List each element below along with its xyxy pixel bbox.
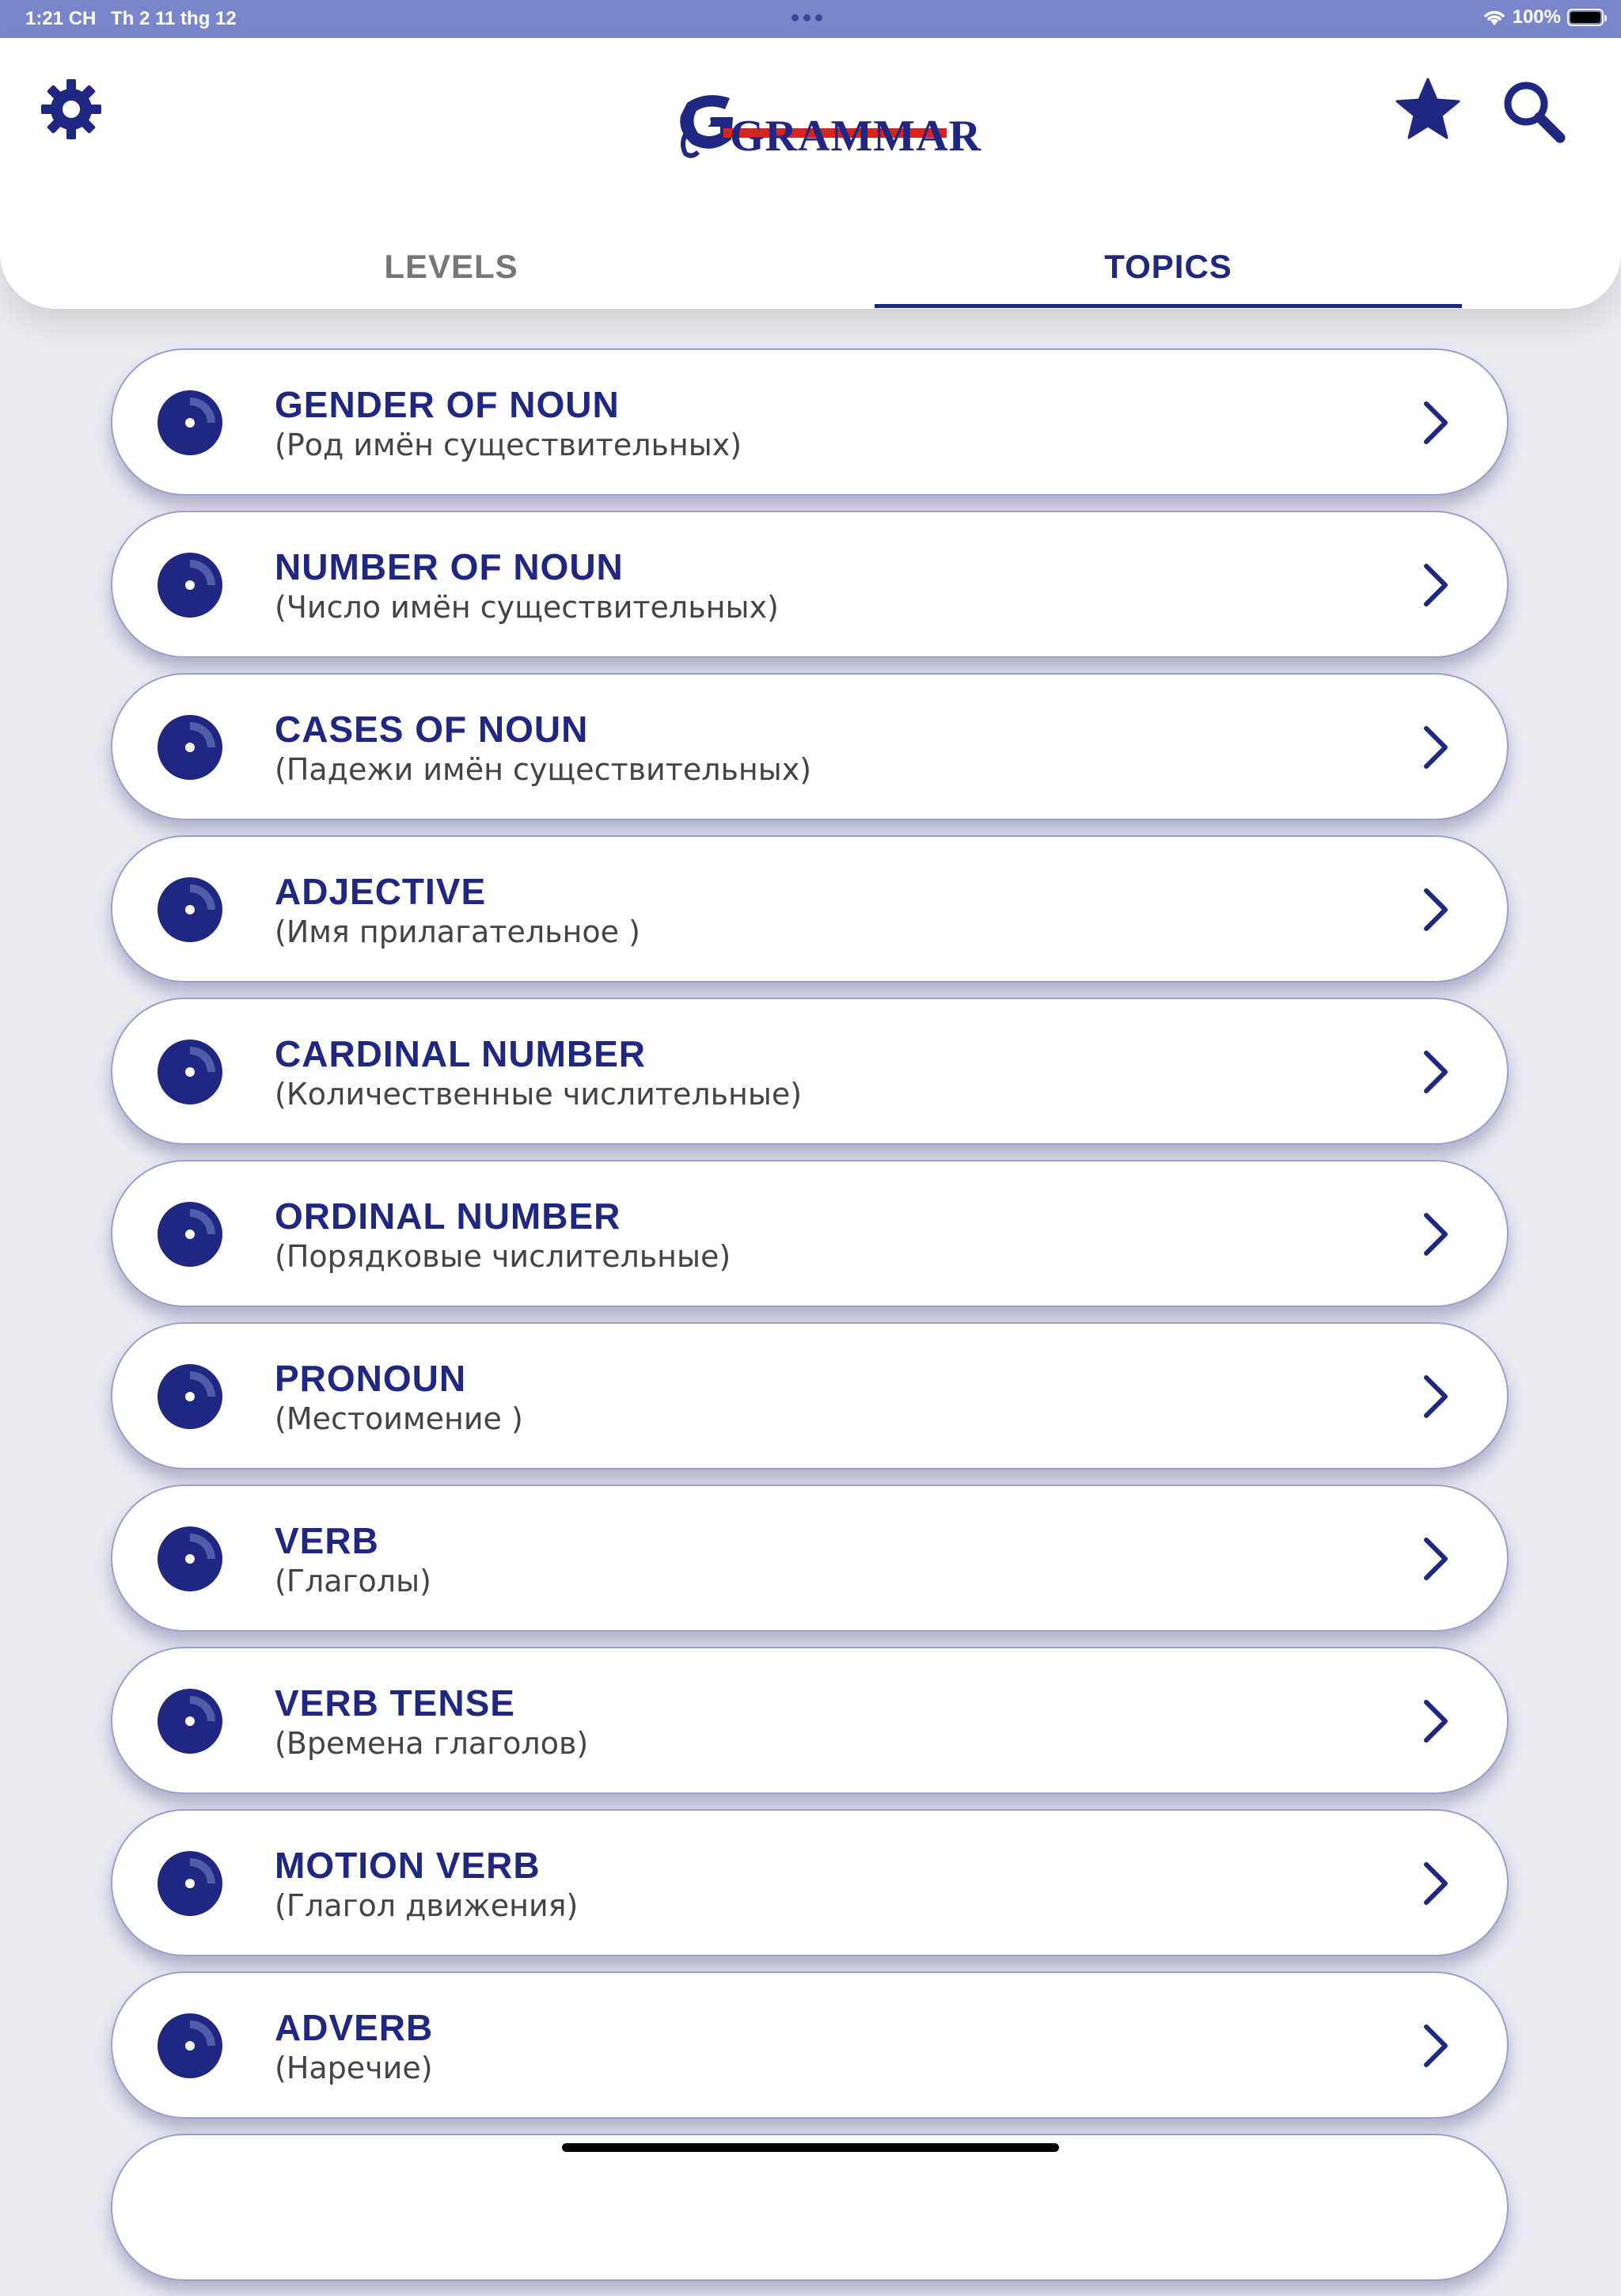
topic-subtitle: (Имя прилагательное ) [275, 914, 640, 949]
battery-percent: 100% [1512, 6, 1561, 28]
topic-subtitle: (Времена глаголов) [275, 1726, 589, 1761]
chevron-right-icon [1420, 1535, 1452, 1583]
disc-icon [157, 876, 223, 943]
status-time: 1:21 CH [25, 8, 97, 29]
topic-subtitle: (Местоимение ) [275, 1401, 523, 1436]
topic-title: VERB TENSE [275, 1682, 515, 1724]
chevron-right-icon [1420, 724, 1452, 771]
topic-item-number-of-noun[interactable] [111, 511, 1509, 658]
topic-item-pronoun[interactable] [111, 1322, 1509, 1469]
disc-icon [157, 1688, 223, 1754]
chevron-right-icon [1420, 399, 1452, 447]
topic-item-cardinal-number[interactable] [111, 998, 1509, 1145]
search-icon[interactable] [1500, 78, 1566, 144]
topic-item-partial[interactable] [111, 2134, 1509, 2281]
status-bar [0, 0, 1621, 38]
topic-title: ADVERB [275, 2007, 434, 2048]
disc-icon [157, 1201, 223, 1268]
chevron-right-icon [1420, 1697, 1452, 1745]
disc-icon [157, 714, 223, 781]
topic-subtitle: (Число имён существительных) [275, 590, 779, 625]
multitasking-dots[interactable] [792, 14, 822, 21]
topic-subtitle: (Род имён существительных) [275, 428, 742, 462]
chevron-right-icon [1420, 1211, 1452, 1258]
topic-title: GENDER OF NOUN [275, 384, 620, 425]
wifi-icon [1482, 8, 1506, 27]
tab-levels[interactable]: LEVELS [384, 248, 518, 285]
topic-subtitle: (Падежи имён существительных) [275, 752, 812, 787]
star-icon[interactable] [1395, 76, 1461, 143]
topic-item-verb-tense[interactable] [111, 1647, 1509, 1794]
topic-item-verb[interactable] [111, 1484, 1509, 1632]
grammar-logo [674, 87, 982, 163]
topic-item-ordinal-number[interactable] [111, 1160, 1509, 1307]
topic-subtitle: (Порядковые числительные) [275, 1239, 731, 1274]
tab-topics[interactable]: TOPICS [1104, 248, 1232, 285]
home-indicator[interactable] [562, 2143, 1059, 2152]
status-date: Th 2 11 thg 12 [111, 8, 237, 29]
chevron-right-icon [1420, 2022, 1452, 2070]
topic-title: PRONOUN [275, 1358, 467, 1399]
topic-subtitle: (Глаголы) [275, 1564, 431, 1598]
topic-title: ORDINAL NUMBER [275, 1196, 621, 1237]
active-tab-indicator [875, 304, 1462, 308]
topic-title: MOTION VERB [275, 1845, 541, 1886]
topic-item-adjective[interactable] [111, 835, 1509, 983]
topic-subtitle: (Наречие) [275, 2051, 433, 2085]
status-right [1482, 6, 1604, 29]
disc-icon [157, 2013, 223, 2079]
disc-icon [157, 1850, 223, 1917]
disc-icon [157, 552, 223, 618]
chevron-right-icon [1420, 1373, 1452, 1420]
disc-icon [157, 1363, 223, 1430]
battery-icon [1567, 9, 1604, 26]
chevron-right-icon [1420, 1860, 1452, 1907]
topic-subtitle: (Количественные числительные) [275, 1077, 803, 1112]
topic-title: VERB [275, 1520, 379, 1561]
topic-title: CASES OF NOUN [275, 709, 589, 750]
topic-subtitle: (Глагол движения) [275, 1888, 579, 1923]
app-header [0, 38, 1621, 309]
disc-icon [157, 390, 223, 456]
topic-item-cases-of-noun[interactable] [111, 673, 1509, 820]
gear-icon[interactable] [40, 78, 103, 141]
topic-title: CARDINAL NUMBER [275, 1033, 647, 1074]
disc-icon [157, 1526, 223, 1592]
chevron-right-icon [1420, 1048, 1452, 1096]
chevron-right-icon [1420, 886, 1452, 933]
topic-item-gender-of-noun[interactable] [111, 348, 1509, 496]
logo-text: GRAMMAR [730, 112, 982, 161]
disc-icon [157, 1039, 223, 1105]
topic-title: NUMBER OF NOUN [275, 546, 624, 587]
topic-item-adverb[interactable] [111, 1971, 1509, 2119]
topic-title: ADJECTIVE [275, 871, 487, 912]
topic-item-motion-verb[interactable] [111, 1809, 1509, 1956]
topic-list [111, 348, 1509, 2296]
chevron-right-icon [1420, 561, 1452, 609]
